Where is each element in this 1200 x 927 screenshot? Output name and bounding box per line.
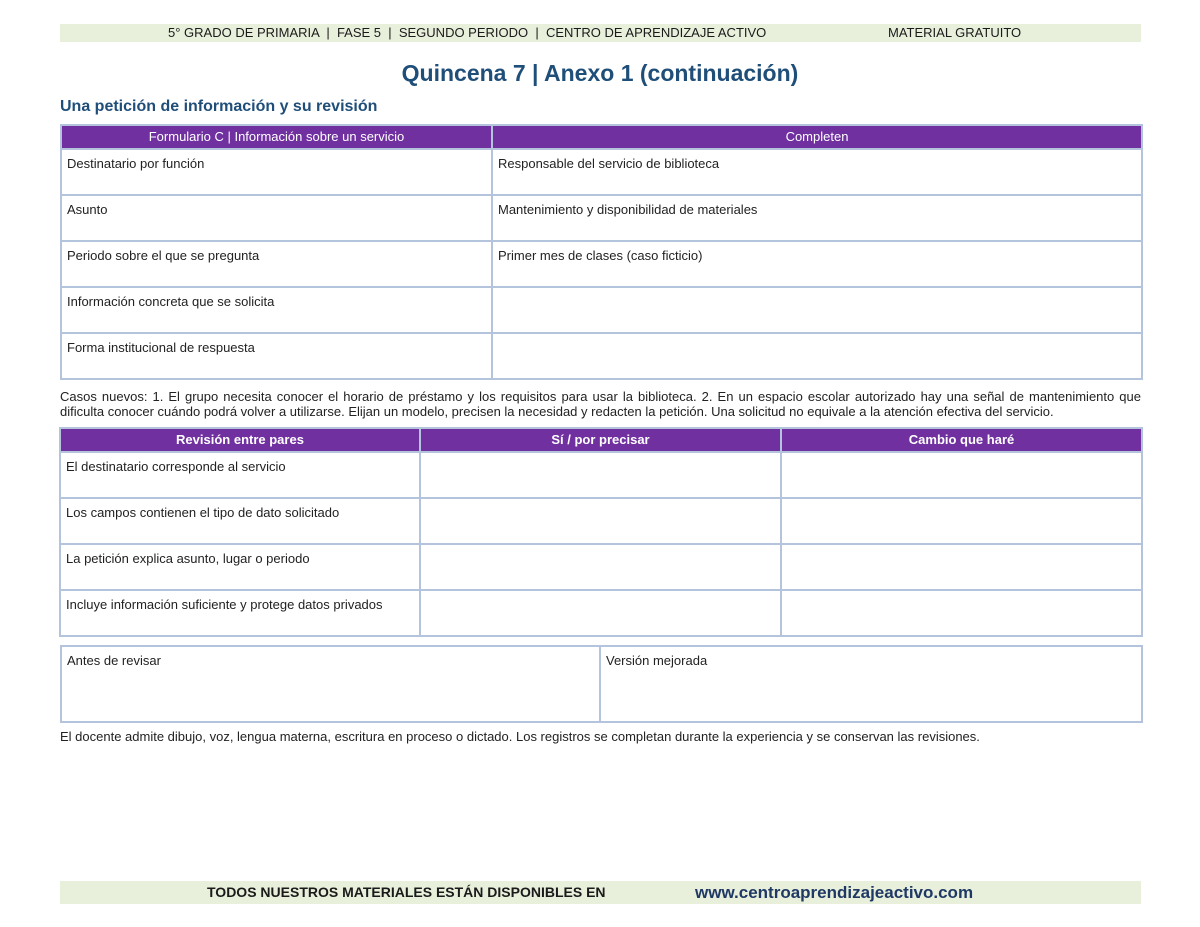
form-header-complete: Completen xyxy=(492,125,1142,149)
teacher-note: El docente admite dibujo, voz, lengua materna, escritura en proceso o dictado. Los registros se completan durante la experiencia y se conservan las revisiones. xyxy=(60,729,980,744)
header-bar xyxy=(60,24,1141,42)
review-status-cell[interactable] xyxy=(420,452,781,498)
review-status-cell[interactable] xyxy=(420,544,781,590)
footer-website-link[interactable]: www.centroaprendizajeactivo.com xyxy=(695,883,974,902)
form-field-label: Información concreta que se solicita xyxy=(61,287,492,333)
review-change-cell[interactable] xyxy=(781,544,1142,590)
form-field-value[interactable] xyxy=(492,333,1142,379)
table-row xyxy=(60,544,1142,590)
review-criterion: Incluye información suficiente y protege datos privados xyxy=(60,590,420,636)
table-row xyxy=(61,241,1142,287)
form-field-label: Destinatario por función xyxy=(61,149,492,195)
review-status-cell[interactable] xyxy=(420,590,781,636)
review-status-cell[interactable] xyxy=(420,498,781,544)
review-header-change: Cambio que haré xyxy=(781,428,1142,452)
form-field-value[interactable] xyxy=(492,287,1142,333)
footer-bar xyxy=(60,881,1141,904)
page-title: Quincena 7 | Anexo 1 (continuación) xyxy=(401,60,799,86)
peer-review-table xyxy=(59,427,1143,637)
form-field-value[interactable]: Mantenimiento y disponibilidad de materiales xyxy=(492,195,1142,241)
review-criterion: Los campos contienen el tipo de dato solicitado xyxy=(60,498,420,544)
review-change-cell[interactable] xyxy=(781,452,1142,498)
form-c-table xyxy=(60,124,1143,380)
review-header-status: Sí / por precisar xyxy=(420,428,781,452)
table-row xyxy=(61,195,1142,241)
review-criterion: El destinatario corresponde al servicio xyxy=(60,452,420,498)
review-table-header-row xyxy=(60,428,1142,452)
review-header-criteria: Revisión entre pares xyxy=(60,428,420,452)
improved-version-cell[interactable]: Versión mejorada xyxy=(600,646,1142,722)
before-review-cell[interactable]: Antes de revisar xyxy=(61,646,600,722)
table-row xyxy=(61,646,1142,722)
header-grade-info: 5° GRADO DE PRIMARIA | FASE 5 | SEGUNDO PERIODO | CENTRO DE APRENDIZAJE ACTIVO xyxy=(168,25,767,40)
table-row xyxy=(61,287,1142,333)
footer-text: TODOS NUESTROS MATERIALES ESTÁN DISPONIBLES EN xyxy=(207,884,606,900)
form-field-label: Forma institucional de respuesta xyxy=(61,333,492,379)
form-field-label: Periodo sobre el que se pregunta xyxy=(61,241,492,287)
review-criterion: La petición explica asunto, lugar o periodo xyxy=(60,544,420,590)
review-change-cell[interactable] xyxy=(781,498,1142,544)
table-row xyxy=(61,149,1142,195)
form-table-header-row xyxy=(61,125,1142,149)
before-after-table xyxy=(60,645,1143,723)
table-row xyxy=(60,590,1142,636)
table-row xyxy=(60,498,1142,544)
section-subtitle: Una petición de información y su revisión xyxy=(60,98,378,115)
table-row xyxy=(60,452,1142,498)
header-free-material: MATERIAL GRATUITO xyxy=(888,25,1022,40)
form-field-value[interactable]: Primer mes de clases (caso ficticio) xyxy=(492,241,1142,287)
form-field-value[interactable]: Responsable del servicio de biblioteca xyxy=(492,149,1142,195)
form-header-field: Formulario C | Información sobre un servicio xyxy=(61,125,492,149)
new-cases-paragraph: Casos nuevos: 1. El grupo necesita conocer el horario de préstamo y los requisitos para usar la biblioteca. 2. En un espacio escolar autorizado hay una señal de mantenimiento que dificulta conocer cuándo podrá volver a utilizarse. Elijan un modelo, precisen la necesidad y redacten la petición. Una solicitud no equivale a la atención efectiva del servicio. xyxy=(60,389,1141,419)
review-change-cell[interactable] xyxy=(781,590,1142,636)
table-row xyxy=(61,333,1142,379)
form-field-label: Asunto xyxy=(61,195,492,241)
